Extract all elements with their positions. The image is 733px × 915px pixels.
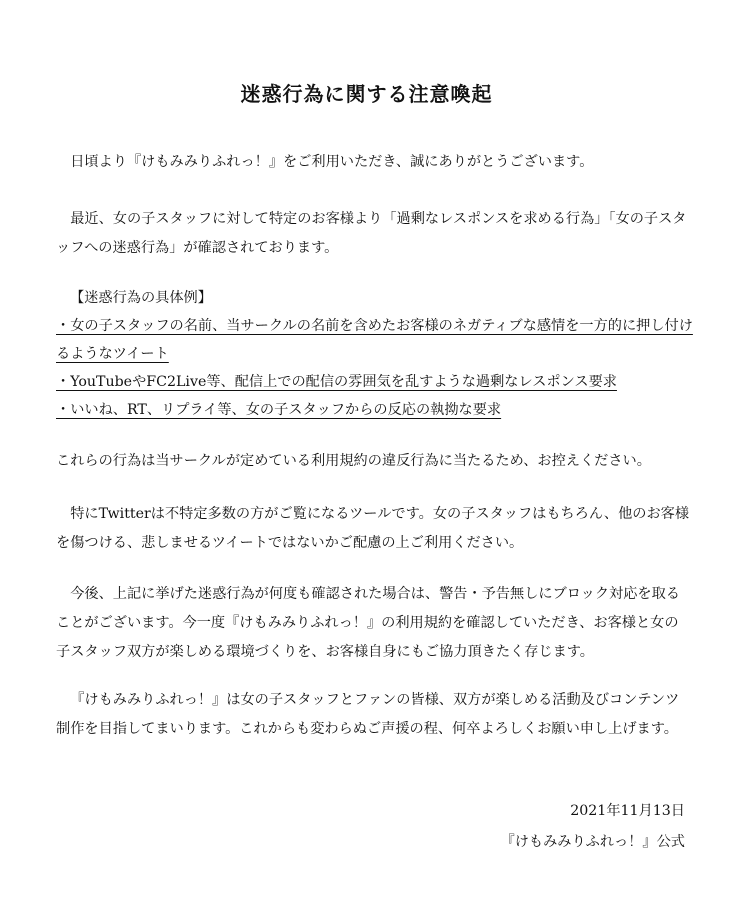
signature-date: 2021年11月13日 (570, 803, 685, 819)
warning-paragraph: 今後、上記に挙げた迷惑行為が何度も確認された場合は、警告・予告無しにブロック対応を取ることがございます。今一度『けもみみりふれっ！』の利用規約を確認していただき、お客様と女の子スタッフ双方が楽しめる環境づくりを、お客様自身にもご協力頂きたく存じます。 (56, 586, 680, 660)
example-item: ・YouTubeやFC2Live等、配信上での配信の雰囲気を乱すような過剰なレスポンス要求 (56, 374, 617, 390)
page-title: 迷惑行為に関する注意喚起 (240, 82, 493, 106)
violation-paragraph: これらの行為は当サークルが定めている利用規約の違反行為に当たるため、お控えください。 (56, 453, 651, 469)
twitter-paragraph: 特にTwitterは不特定多数の方がご覧になるツールです。女の子スタッフはもちろん、他のお客様を傷つける、悲しませるツイートではないかご配慮の上ご利用ください。 (56, 506, 690, 551)
greeting-paragraph: 日頃より『けもみみりふれっ！』をご利用いただき、誠にありがとうございます。 (70, 154, 594, 170)
examples-list (56, 284, 696, 424)
example-item: ・女の子スタッフの名前、当サークルの名前を含めたお客様のネガティブな感情を一方的に押し付けるようなツイート (56, 318, 693, 362)
issue-paragraph: 最近、女の子スタッフに対して特定のお客様より「過剰なレスポンスを求める行為」「女の子スタッフへの迷惑行為」が確認されております。 (56, 211, 687, 256)
signature-org: 『けもみみりふれっ！』公式 (500, 834, 685, 850)
signature-block (501, 796, 685, 858)
closing-paragraph: 『けもみみりふれっ！』は女の子スタッフとファンの皆様、双方が楽しめる活動及びコンテンツ制作を目指してまいります。これからも変わらぬご声援の程、何卒よろしくお願い申し上げます。 (56, 692, 680, 737)
example-item: ・いいね、RT、リプライ等、女の子スタッフからの反応の執拗な要求 (56, 402, 502, 418)
examples-heading: 【迷惑行為の具体例】 (70, 290, 212, 306)
